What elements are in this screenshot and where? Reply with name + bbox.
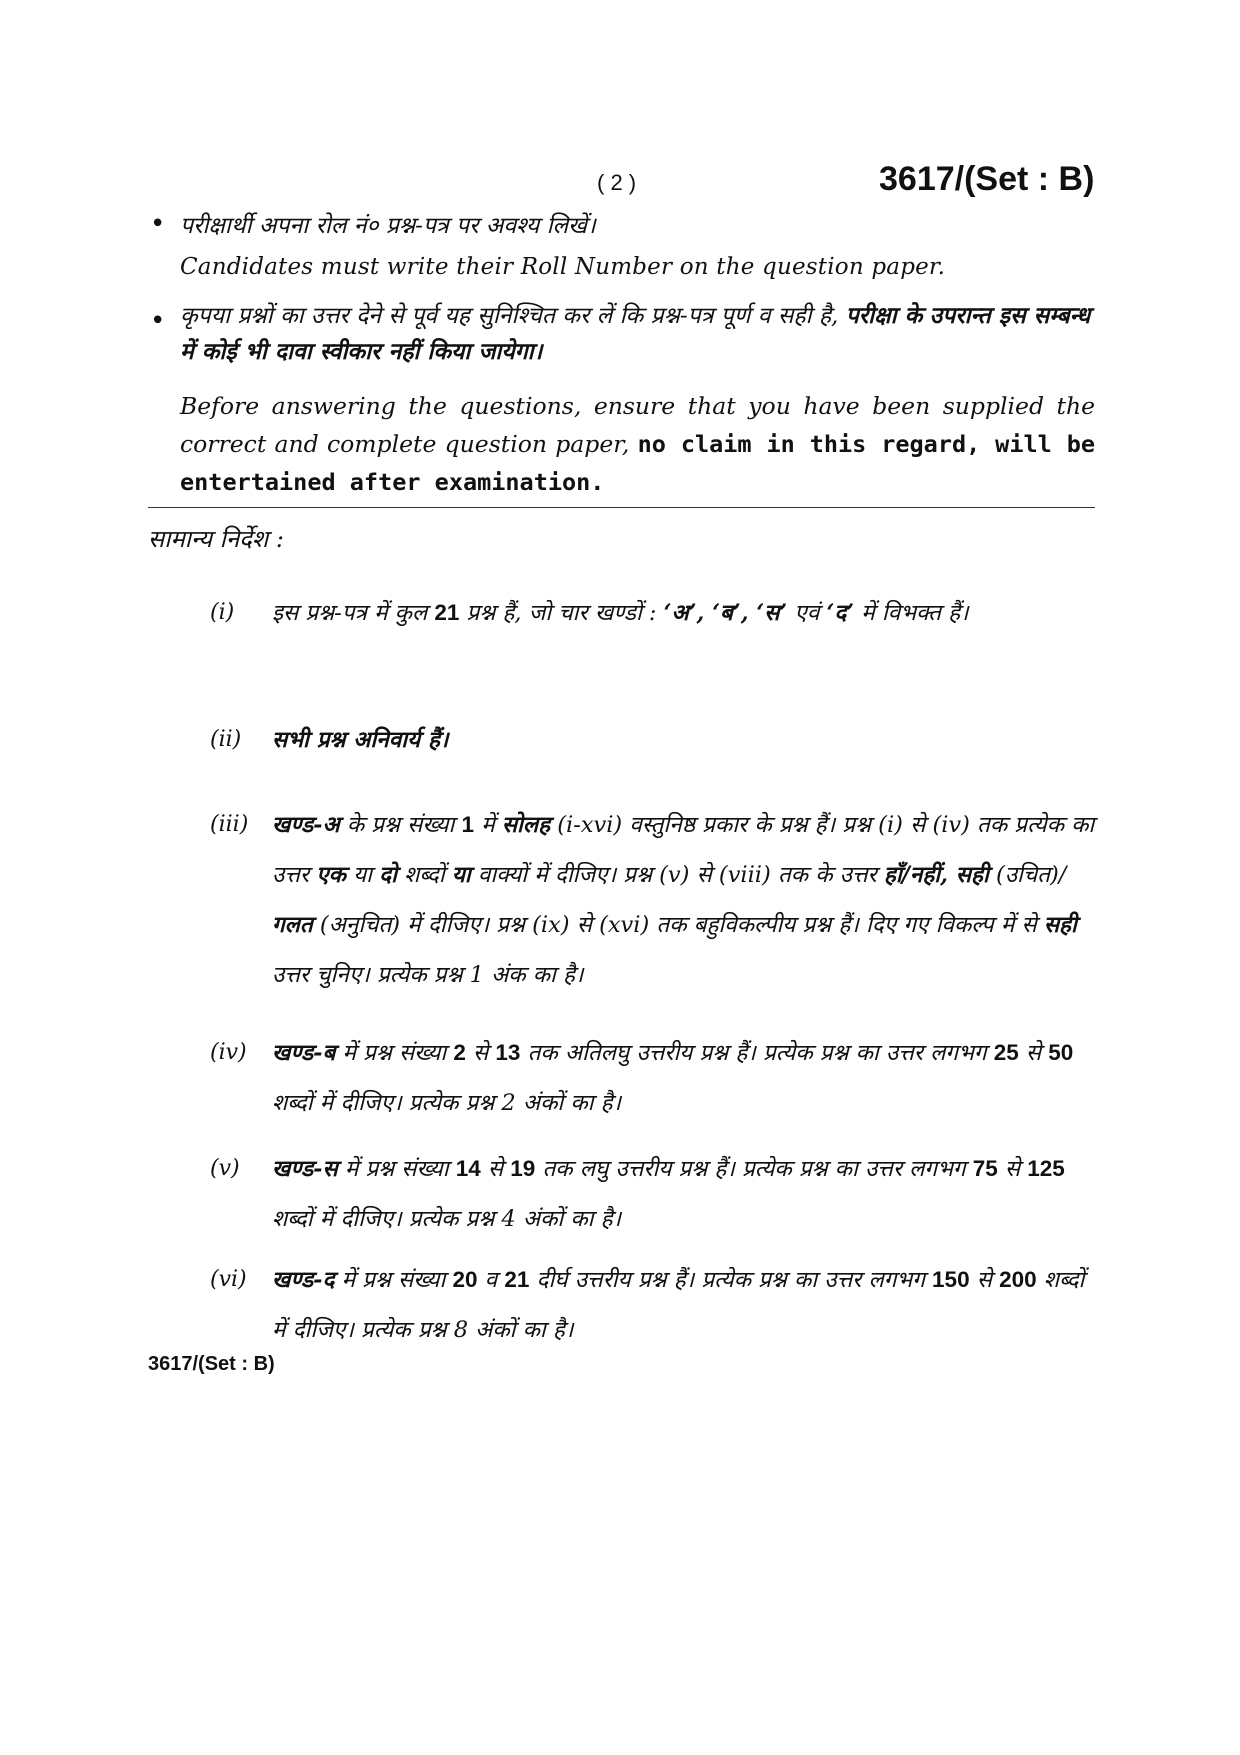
number: 25 (993, 1040, 1019, 1065)
note1-hindi: परीक्षार्थी अपना रोल नं० प्रश्न-पत्र पर अवश्य लिखें। (180, 213, 596, 239)
section-divider (148, 507, 1095, 508)
text: प्रश्न हैं, जो चार खण्डों : (459, 600, 664, 626)
instruction-number: (iii) (210, 812, 249, 837)
note2-hindi-bold-a: परीक्षा के (845, 302, 923, 329)
instruction-item-4 (272, 1028, 1095, 1128)
instruction-number: (vi) (210, 1267, 247, 1292)
number: 20 (452, 1267, 478, 1292)
text: इस प्रश्न-पत्र में कुल (272, 600, 435, 626)
text: से (1018, 1040, 1049, 1066)
emphasis: एक (316, 862, 346, 888)
note2-english-bold: no claim in this regard, will be entertained after examination. (180, 430, 1095, 496)
text: तक लघु उत्तरीय प्रश्न हैं। प्रत्येक प्रश्न का उत्तर लगभग (535, 1156, 973, 1182)
note1-english: Candidates must write their Roll Number on the question paper. (180, 254, 946, 280)
section-name: ‘द’ (826, 600, 855, 626)
note2-hindi-text: कृपया प्रश्नों का उत्तर देने से पूर्व यह सुनिश्चित कर लें कि प्रश्न-पत्र पूर्ण व सही है, (180, 303, 839, 329)
instruction-number: (iv) (210, 1040, 247, 1065)
emphasis: सही (1043, 912, 1077, 938)
paper-code-header: 3617/(Set : B) (879, 160, 1095, 198)
text: के प्रश्न संख्या (339, 812, 462, 838)
number: 1 (461, 812, 475, 837)
section-name: खण्ड-स (272, 1156, 338, 1182)
text: में प्रश्न संख्या (334, 1267, 453, 1293)
number: 125 (1027, 1156, 1065, 1181)
text: व (477, 1267, 505, 1293)
number: 14 (455, 1156, 481, 1181)
page-number: ( 2 ) (597, 170, 637, 195)
emphasis: सोलह (501, 812, 551, 838)
text: तक अतिलघु उत्तरीय प्रश्न हैं। प्रत्येक प्रश्न का उत्तर लगभग (520, 1040, 994, 1066)
text: शब्दों में दीजिए। प्रत्येक प्रश्न 4 अंकों का है। (272, 1206, 622, 1232)
text: शब्दों में दीजिए। प्रत्येक प्रश्न 2 अंकों का है। (272, 1090, 622, 1116)
instruction-item-1 (272, 588, 1095, 638)
number: 21 (434, 600, 460, 625)
text: (i-xvi) वस्तुनिष्ठ प्रकार के प्रश्न हैं। प्रश्न (i) से (iv) तक प्रत्येक का उत्तर (272, 812, 1095, 888)
instruction-number: (v) (210, 1156, 240, 1181)
text: उत्तर चुनिए। प्रत्येक प्रश्न 1 अंक का है। (272, 962, 584, 988)
text: दीर्घ उत्तरीय प्रश्न हैं। प्रत्येक प्रश्न का उत्तर लगभग (529, 1267, 933, 1293)
emphasis: दो (379, 862, 397, 888)
section-name: खण्ड-ब (272, 1040, 336, 1066)
instruction-number: (i) (210, 600, 235, 625)
note2-hindi-bold-b: उपरान्त इस सम्बन्ध में कोई भी दावा स्वीकार नहीं किया जायेगा। (180, 302, 1091, 365)
text: या (345, 862, 380, 888)
text: (उचित)/ (988, 862, 1067, 888)
number: 19 (510, 1156, 536, 1181)
section-name: खण्ड-अ (272, 812, 340, 838)
number: 50 (1048, 1040, 1074, 1065)
section-names: ‘अ’, ‘ब’, ‘स’ (663, 600, 788, 626)
number: 2 (453, 1040, 466, 1065)
text: से (465, 1040, 496, 1066)
emphasis: या (451, 862, 471, 888)
text: (अनुचित) में दीजिए। प्रश्न (ix) से (xvi) तक बहुविकल्पीय प्रश्न हैं। दिए गए विकल्प में से (312, 912, 1044, 938)
note2-english-text: Before answering the questions, ensure that you have been supplied the correct and complete question paper, (180, 392, 1095, 458)
note2-english (180, 387, 1095, 501)
text: में प्रश्न संख्या (335, 1040, 454, 1066)
number: 75 (972, 1156, 998, 1181)
text: में विभक्त हैं। (854, 600, 969, 626)
number: 13 (495, 1040, 521, 1065)
text: एवं (787, 600, 827, 626)
number: 150 (932, 1267, 970, 1292)
number: 21 (504, 1267, 530, 1292)
paper-code-footer: 3617/(Set : B) (148, 1353, 275, 1375)
instruction-item-3 (272, 800, 1095, 1000)
emphasis: गलत (272, 912, 313, 938)
instruction-number: (ii) (210, 727, 242, 752)
instruction-item-2 (272, 715, 1095, 765)
bullet-icon: • (150, 209, 166, 239)
text: से (997, 1156, 1028, 1182)
note2-hindi (180, 298, 1095, 370)
emphasis: हाँ/नहीं, सही (883, 862, 989, 888)
text: से (969, 1267, 1000, 1293)
bullet-icon: • (150, 306, 166, 336)
general-instructions-heading: सामान्य निर्देश : (148, 525, 284, 553)
instruction-item-6 (272, 1255, 1095, 1355)
section-name: खण्ड-द (272, 1267, 335, 1293)
text: शब्दों में दीजिए। प्रत्येक प्रश्न 8 अंकों का है। (272, 1267, 1085, 1343)
number: 200 (999, 1267, 1037, 1292)
text: वाक्यों में दीजिए। प्रश्न (v) से (viii) तक के उत्तर (470, 862, 884, 888)
instruction-item-5 (272, 1144, 1095, 1244)
text: सभी प्रश्न अनिवार्य हैं। (272, 727, 449, 753)
text: में (474, 812, 502, 838)
text: में प्रश्न संख्या (337, 1156, 456, 1182)
text: शब्दों (396, 862, 452, 888)
text: से (480, 1156, 511, 1182)
